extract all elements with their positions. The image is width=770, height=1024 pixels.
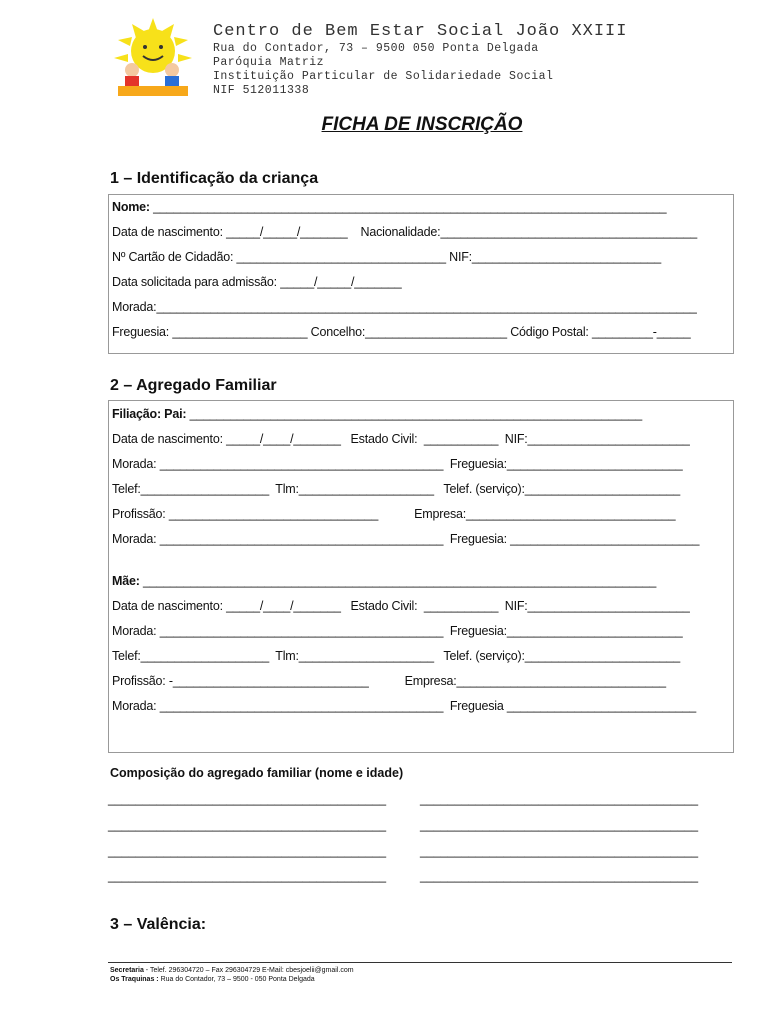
father-address-line[interactable]: Morada: __________________________________________ Freguesia:__________________________ [112,457,683,471]
child-birthdate-line[interactable]: Data de nascimento: _____/_____/_______ Nacionalidade:______________________________________ [112,225,698,239]
mother-address2-line[interactable]: Morada: __________________________________________ Freguesia ____________________________ [112,699,696,713]
section-2-heading: 2 – Agregado Familiar [110,377,277,394]
form-title: FICHA DE INSCRIÇÃO [321,114,523,135]
father-profession-line[interactable]: Profissão: _______________________________ Empresa:_______________________________ [112,507,676,521]
child-id-line[interactable]: Nº Cartão de Cidadão: _______________________________ NIF:____________________________ [112,250,661,264]
header-institution-type: Instituição Particular de Solidariedade Social [213,70,554,83]
father-birthdate-line[interactable]: Data de nascimento: _____/____/_______ Estado Civil: ___________ NIF:________________________ [112,432,690,446]
composition-blank[interactable]: ________________________________________ [420,869,699,883]
composition-blank[interactable]: ________________________________________ [420,792,699,806]
composition-blank[interactable]: ________________________________________ [420,844,699,858]
header-address: Rua do Contador, 73 – 9500 050 Ponta Delgada [213,42,539,55]
composition-blank[interactable]: ________________________________________ [420,818,699,832]
header-nif: NIF 512011338 [213,84,310,97]
child-name-line[interactable]: Nome: ____________________________________________________________________________ [112,200,667,214]
section-1-heading: 1 – Identificação da criança [110,170,319,187]
child-location-line[interactable]: Freguesia: ____________________ Concelho:_____________________ Código Postal: _________-_____ [112,325,691,339]
mother-birthdate-line[interactable]: Data de nascimento: _____/____/_______ Estado Civil: ___________ NIF:________________________ [112,599,690,613]
composition-label: Composição do agregado familiar (nome e idade) [110,766,404,780]
mother-name-line[interactable]: Mãe: ____________________________________________________________________________ [112,574,657,588]
composition-blank[interactable]: ________________________________________ [108,844,387,858]
father-name-line[interactable]: Filiação: Pai: ___________________________________________________________________ [112,407,642,421]
composition-blank[interactable]: ________________________________________ [108,869,387,883]
child-address-line[interactable]: Morada:________________________________________________________________________________ [112,300,697,314]
child-admission-line[interactable]: Data solicitada para admissão: _____/_____/_______ [112,275,402,289]
mother-address-line[interactable]: Morada: __________________________________________ Freguesia:__________________________ [112,624,683,638]
father-address2-line[interactable]: Morada: __________________________________________ Freguesia: ____________________________ [112,532,700,546]
footer-line-1: Secretaria - Telef. 296304720 – Fax 296304729 E-Mail: cbesjoelii@gmail.com [110,967,354,974]
institution-logo [112,18,194,100]
header [213,22,627,98]
composition-blank[interactable]: ________________________________________ [108,818,387,832]
footer-divider [108,962,732,963]
mother-profession-line[interactable]: Profissão: -_____________________________ Empresa:_______________________________ [112,674,666,688]
footer-line-2: Os Traquinas : Rua do Contador, 73 – 9500 - 050 Ponta Delgada [110,976,315,983]
section-3-heading: 3 – Valência: [110,916,207,933]
header-parish: Paróquia Matriz [213,56,325,69]
composition-blank[interactable]: ________________________________________ [108,792,387,806]
father-phone-line[interactable]: Telef:___________________ Tlm:____________________ Telef. (serviço):_______________________ [112,482,681,496]
institution-name: Centro de Bem Estar Social João XXIII [213,22,628,41]
mother-phone-line[interactable]: Telef:___________________ Tlm:____________________ Telef. (serviço):_______________________ [112,649,681,663]
